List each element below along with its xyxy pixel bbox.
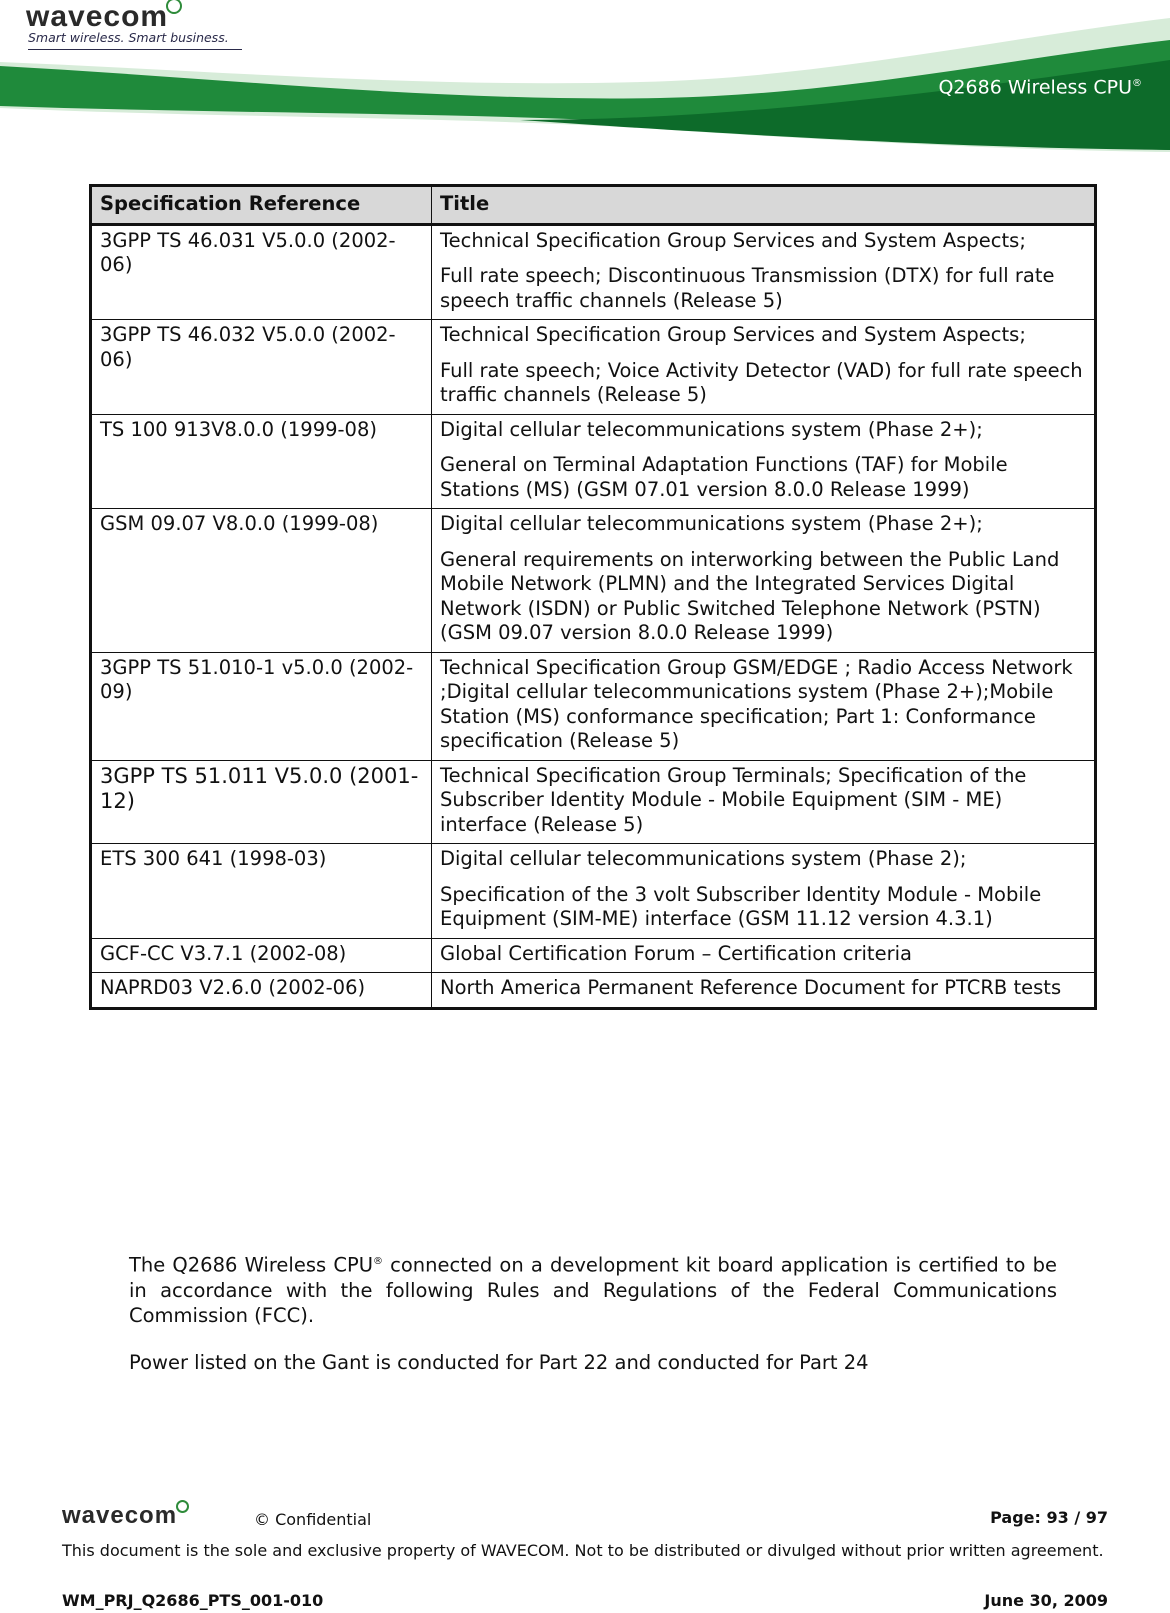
product-title xyxy=(938,72,1142,99)
spec-title-line: Global Certification Forum – Certification criteria xyxy=(440,941,912,965)
spec-title-line: Technical Specification Group Services and System Aspects; xyxy=(440,323,1026,346)
spec-reference: 3GPP TS 51.011 V5.0.0 (2001-12) xyxy=(91,760,432,844)
table-row xyxy=(91,414,1096,509)
spec-title xyxy=(432,760,1096,844)
document-date: June 30, 2009 xyxy=(984,1591,1108,1610)
spec-title xyxy=(432,844,1096,939)
column-header-title: Title xyxy=(432,186,1096,225)
fcc-paragraph-rest: connected on a development kit board application is certified to be in accordance with the following Rules and Regulations of the Federal Communications Commission (FCC). xyxy=(129,1253,1057,1327)
spec-reference: NAPRD03 V2.6.0 (2002-06) xyxy=(91,973,432,1009)
fcc-paragraph xyxy=(129,1249,1057,1328)
table-row xyxy=(91,224,1096,320)
spec-title-line: Specification of the 3 volt Subscriber Identity Module - Mobile Equipment (SIM-ME) interface (GSM 11.12 version 4.3.1) xyxy=(440,882,1042,930)
spec-title xyxy=(432,414,1096,509)
document-id: WM_PRJ_Q2686_PTS_001-010 xyxy=(62,1591,324,1610)
fcc-paragraph-start: The Q2686 Wireless CPU xyxy=(129,1253,373,1277)
spec-title-line: Technical Specification Group GSM/EDGE ; Radio Access Network ;Digital cellular telecommunications system (Phase 2+);Mobile Station (MS) conformance specification; Part 1: Conformance specification (Release 5) xyxy=(440,655,1073,752)
spec-reference: ETS 300 641 (1998-03) xyxy=(91,844,432,939)
spec-title-line: General on Terminal Adaptation Functions (TAF) for Mobile Stations (MS) (GSM 07.01 version 8.0.0 Release 1999) xyxy=(440,453,1008,501)
footer-logo-text: wavecom xyxy=(62,1502,178,1529)
spec-reference: GSM 09.07 V8.0.0 (1999-08) xyxy=(91,509,432,653)
tagline-underline xyxy=(28,49,242,50)
table-row xyxy=(91,652,1096,760)
table-row xyxy=(91,760,1096,844)
product-title-text: Q2686 Wireless CPU xyxy=(938,76,1132,99)
spec-reference: GCF-CC V3.7.1 (2002-08) xyxy=(91,938,432,973)
spec-title-line: Full rate speech; Discontinuous Transmission (DTX) for full rate speech traffic channels (Release 5) xyxy=(440,264,1055,312)
spec-title-line: Digital cellular telecommunications system (Phase 2); xyxy=(440,847,967,870)
spec-title xyxy=(432,938,1096,973)
spec-reference: TS 100 913V8.0.0 (1999-08) xyxy=(91,414,432,509)
wavecom-logo xyxy=(26,0,168,34)
table-row xyxy=(91,844,1096,939)
footer-wavecom-logo xyxy=(62,1503,177,1529)
spec-title-line: Technical Specification Group Terminals; Specification of the Subscriber Identity Module - Mobile Equipment (SIM - ME) interface (Release 5) xyxy=(440,763,1027,836)
specification-table xyxy=(89,184,1097,1010)
spec-reference: 3GPP TS 46.032 V5.0.0 (2002-06) xyxy=(91,320,432,415)
spec-reference: 3GPP TS 46.031 V5.0.0 (2002-06) xyxy=(91,224,432,320)
spec-reference: 3GPP TS 51.010-1 v5.0.0 (2002-09) xyxy=(91,652,432,760)
spec-title-line: Full rate speech; Voice Activity Detector (VAD) for full rate speech traffic channels (Release 5) xyxy=(440,358,1083,406)
spec-title-line: Digital cellular telecommunications system (Phase 2+); xyxy=(440,512,983,535)
table-header-row xyxy=(91,186,1096,225)
registered-mark: ® xyxy=(1132,78,1142,89)
logo-text: wavecom xyxy=(26,0,169,33)
table-row xyxy=(91,938,1096,973)
spec-title xyxy=(432,509,1096,653)
page-header xyxy=(0,0,1170,160)
spec-title xyxy=(432,652,1096,760)
spec-title-line: Digital cellular telecommunications system (Phase 2+); xyxy=(440,417,983,441)
logo-tagline: Smart wireless. Smart business. xyxy=(28,30,229,45)
ownership-notice: This document is the sole and exclusive property of WAVECOM. Not to be distributed or divulged without prior written agreement. xyxy=(62,1541,1104,1560)
registered-mark: ® xyxy=(372,1256,383,1267)
page-number: Page: 93 / 97 xyxy=(990,1508,1108,1527)
table-row xyxy=(91,320,1096,415)
spec-title-line: General requirements on interworking between the Public Land Mobile Network (PLMN) and the Integrated Services Digital Network (ISDN) or Public Switched Telephone Network (PSTN) (GSM 09.07 version 8.0.0 Release 1999) xyxy=(440,547,1060,644)
confidential-label: © Confidential xyxy=(254,1510,372,1529)
column-header-reference: Specification Reference xyxy=(91,186,432,225)
spec-title-line: North America Permanent Reference Document for PTCRB tests xyxy=(440,976,1062,999)
footer-logo-swirl-icon xyxy=(176,1500,189,1513)
table-row xyxy=(91,509,1096,653)
spec-title xyxy=(432,320,1096,415)
power-paragraph: Power listed on the Gant is conducted for Part 22 and conducted for Part 24 xyxy=(129,1351,869,1374)
table-row xyxy=(91,973,1096,1009)
spec-title-line: Technical Specification Group Services and System Aspects; xyxy=(440,228,1026,252)
spec-title xyxy=(432,224,1096,320)
spec-title xyxy=(432,973,1096,1009)
